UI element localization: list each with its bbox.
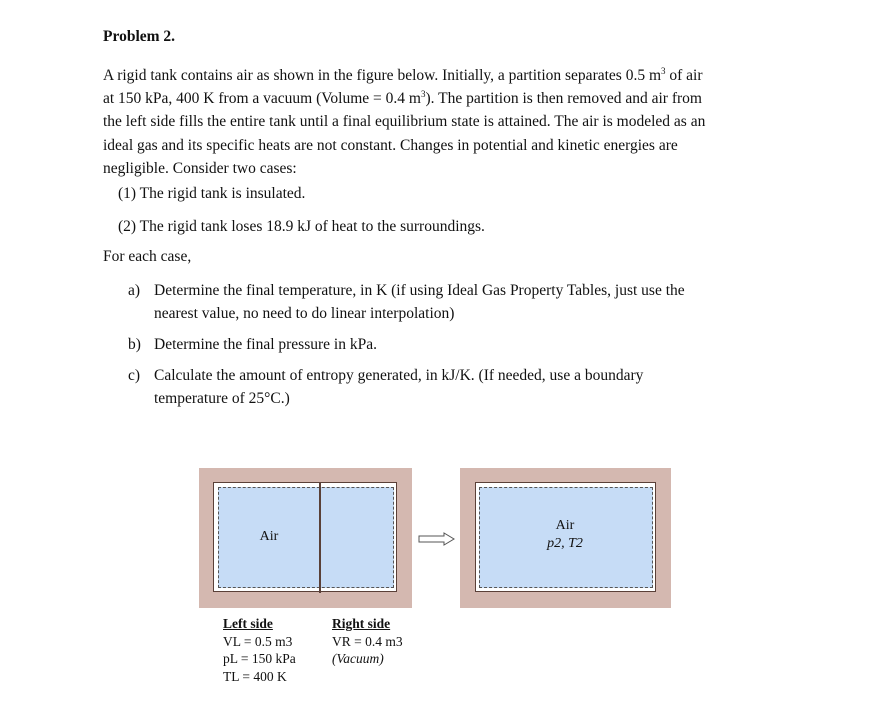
problem-statement	[103, 64, 705, 180]
left-pressure: pL = 150 kPa	[223, 651, 296, 666]
initial-tank	[199, 468, 412, 608]
right-side-heading: Right side	[332, 616, 391, 631]
left-air-label: Air	[259, 529, 279, 544]
statement-line-3: the left side fills the entire tank until a final equilibrium state is attained. The air is modeled as an	[103, 113, 706, 131]
partition	[319, 483, 321, 593]
left-side-info	[223, 615, 296, 685]
left-side-heading: Left side	[223, 616, 273, 631]
question-a: a) Determine the final temperature, in K (if using Ideal Gas Property Tables, just use the nearest value, no need to do linear interpolation)	[128, 282, 685, 322]
right-air-label: Air	[555, 518, 575, 533]
final-tank	[460, 468, 671, 608]
vacuum-note: (Vacuum)	[332, 651, 384, 666]
for-each-case: For each case,	[103, 248, 192, 265]
statement-line-4: ideal gas and its specific heats are not constant. Changes in potential and kinetic energies are	[103, 136, 678, 154]
left-temperature: TL = 400 K	[223, 668, 287, 684]
left-volume: VL = 0.5 m3	[223, 633, 293, 649]
question-c: c) Calculate the amount of entropy generated, in kJ/K. (If needed, use a boundary temperature of 25°C.)	[128, 367, 644, 407]
right-volume: VR = 0.4 m3	[332, 633, 403, 649]
problem-title: Problem 2.	[103, 28, 176, 45]
question-b: b) Determine the final pressure in kPa.	[128, 336, 377, 353]
statement-line-2: at 150 kPa, 400 K from a vacuum (Volume = 0.4 $m^3$). The partition is then removed and air from	[103, 89, 702, 108]
case-1: (1) The rigid tank is insulated.	[118, 185, 306, 202]
statement-line-5: negligible. Consider two cases:	[103, 159, 297, 177]
right-side-info	[332, 615, 403, 668]
arrow-right-icon	[418, 532, 456, 546]
statement-line-1: A rigid tank contains air as shown in the figure below. Initially, a partition separates 0.5 $m^3$ of air	[103, 66, 703, 84]
final-state-label: p2, T2	[547, 536, 583, 551]
case-2: (2) The rigid tank loses 18.9 kJ of heat to the surroundings.	[118, 218, 485, 235]
